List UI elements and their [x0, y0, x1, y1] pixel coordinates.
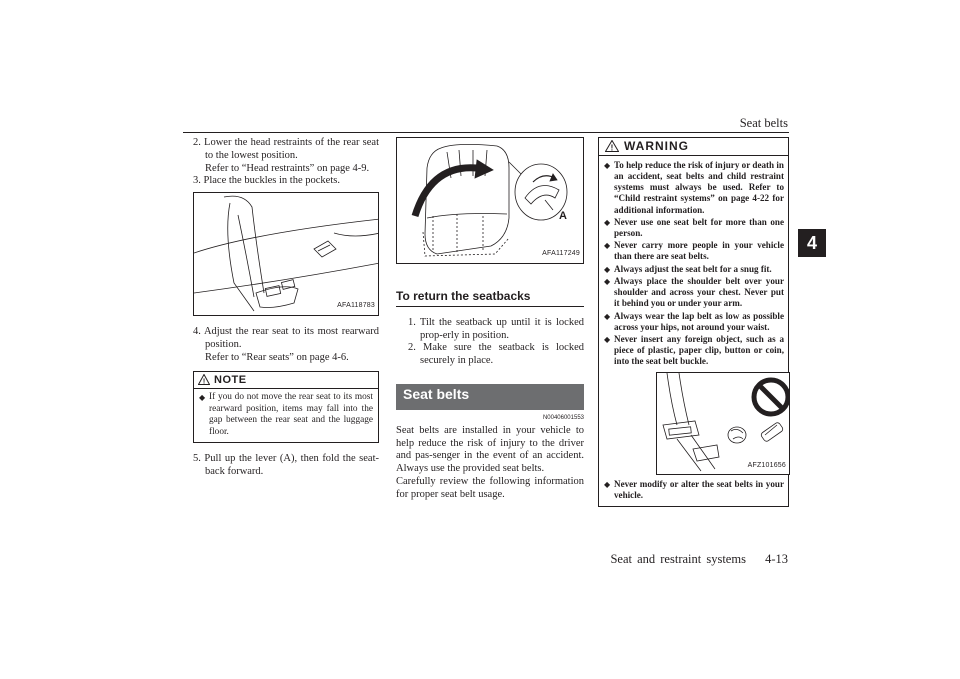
warning-item: ◆ Never use one seat belt for more than one person.	[604, 216, 784, 239]
warning-item: ◆ Always wear the lap belt as low as possible across your hips, not around your waist.	[604, 310, 784, 332]
warning-header	[599, 138, 788, 156]
step-5: 5. Pull up the lever (A), then fold the seat-back forward.	[193, 453, 379, 477]
page-number: 4-13	[765, 552, 788, 566]
note-body	[194, 389, 378, 442]
chapter-tab: 4	[798, 229, 826, 257]
diamond-bullet-icon: ◆	[604, 217, 611, 227]
warning-body	[599, 156, 788, 506]
diamond-bullet-icon: ◆	[604, 335, 611, 345]
warning-item: ◆ Never insert any foreign object, such as a piece of plastic, paper clip, button or coin, into the seat belt buckle.	[604, 334, 784, 367]
step-3: 3. Place the buckles in the pockets.	[193, 175, 340, 187]
seat-buckle-illustration	[194, 193, 379, 316]
figure-buckle-pockets	[193, 192, 379, 316]
diamond-bullet-icon: ◆	[604, 311, 611, 321]
seat-belts-intro: Seat belts are installed in your vehicle to help reduce the risk of injury to the driver and pas-senger in the event of an accident. Always use the provided seat belts.	[396, 424, 584, 475]
note-triangle-icon	[198, 374, 210, 385]
prohibition-icon	[754, 380, 788, 414]
return-step-1: 1. Tilt the seatback up until it is locked prop-erly in position.	[408, 316, 584, 341]
svg-text:!: !	[202, 378, 206, 386]
seatback-fold-illustration	[397, 138, 584, 264]
note-item: ◆ If you do not move the rear seat to its most rearward position, items may fall into the gap between the rear seat and the luggage floor.	[199, 392, 373, 437]
warning-title: WARNING	[624, 139, 689, 153]
figure-fold-seatback	[396, 137, 584, 264]
note-header	[194, 372, 378, 390]
middle-column	[396, 137, 584, 502]
warning-item: ◆ To help reduce the risk of injury or death in an accident, seat belts and child restraint systems must always be used. Refer to “Child restraint systems” on page 4-22 for additional information.	[604, 159, 784, 215]
warning-triangle-icon	[605, 140, 619, 152]
step-4: 4. Adjust the rear seat to its most rearward position. Refer to “Rear seats” on page 4-6.	[193, 326, 379, 363]
step-2: 2. Lower the head restraints of the rear seat to the lowest position. Refer to “Head restraints” on page 4-9.	[193, 137, 379, 174]
diamond-bullet-icon: ◆	[604, 160, 611, 170]
diamond-bullet-icon: ◆	[604, 264, 611, 274]
left-column	[193, 137, 379, 479]
header-rule	[183, 132, 789, 133]
diamond-bullet-icon: ◆	[604, 479, 611, 489]
svg-text:!: !	[610, 143, 614, 153]
page-footer	[610, 552, 788, 567]
seat-belts-section-band: Seat belts	[396, 384, 584, 410]
warning-box	[598, 137, 789, 507]
diamond-bullet-icon: ◆	[199, 393, 206, 403]
buckle-prohibition-illustration	[657, 373, 790, 475]
warning-item: ◆ Always place the shoulder belt over your shoulder and across your chest. Never put it behind you or under your arm.	[604, 276, 784, 309]
diamond-bullet-icon: ◆	[604, 241, 611, 251]
warning-item: ◆ Never carry more people in your vehicle than there are seat belts.	[604, 240, 784, 262]
callout-a: A	[559, 210, 567, 222]
figure-buckle-foreign-object	[656, 372, 790, 475]
warning-item: ◆ Always adjust the seat belt for a snug fit.	[604, 263, 772, 274]
seat-belts-review: Carefully review the following information for proper seat belt usage.	[396, 475, 584, 500]
warning-item: ◆ Never modify or alter the seat belts in your vehicle.	[604, 478, 784, 500]
figure-code: AFZ101656	[747, 462, 786, 470]
figure-code: AFA118783	[337, 302, 375, 310]
figure-code: AFA117249	[542, 250, 580, 258]
return-step-2: 2. Make sure the seatback is locked securely in place.	[408, 342, 584, 367]
return-seatbacks-heading: To return the seatbacks	[396, 290, 584, 307]
diamond-bullet-icon: ◆	[604, 277, 611, 287]
note-box	[193, 371, 379, 443]
running-header: Seat belts	[739, 116, 788, 130]
footer-section: Seat and restraint systems	[610, 552, 746, 566]
right-column	[598, 137, 789, 507]
note-title: NOTE	[214, 373, 247, 386]
document-code: N00406001553	[542, 414, 584, 421]
